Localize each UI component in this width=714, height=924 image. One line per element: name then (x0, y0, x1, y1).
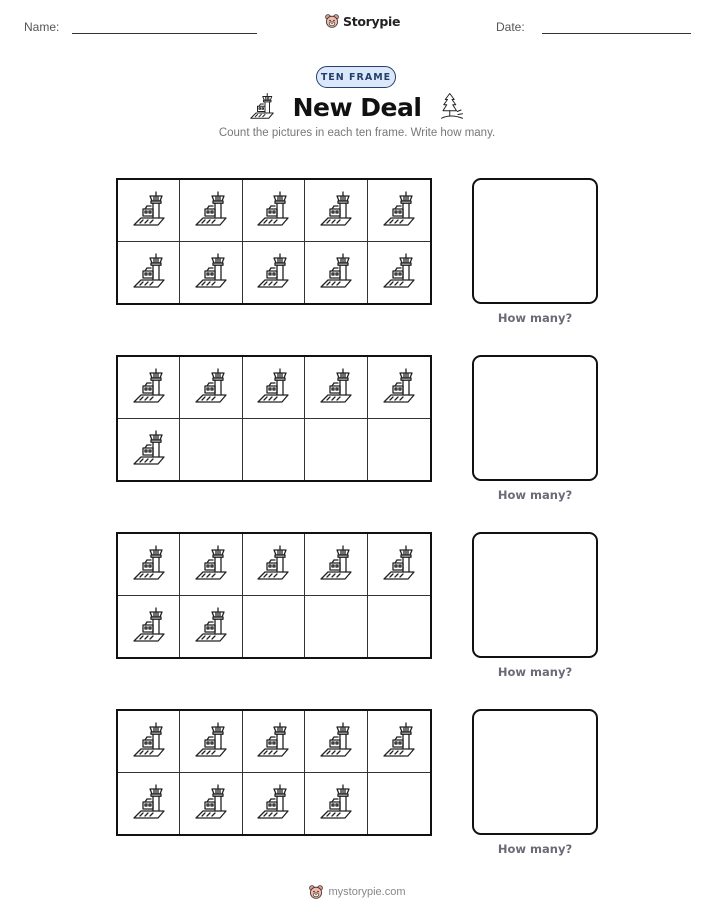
ten-frame-cell (243, 773, 305, 835)
ten-frame-cell (118, 419, 180, 481)
airport-tower-icon (191, 606, 231, 646)
airport-tower-icon (379, 367, 419, 407)
airport-tower-icon (316, 544, 356, 584)
footer-url[interactable]: mystorypie.com (328, 886, 406, 898)
airport-tower-icon (316, 783, 356, 823)
answer-box[interactable] (472, 709, 598, 835)
ten-frame-cell (243, 180, 305, 242)
ten-frame-cell (368, 711, 430, 773)
ten-frame-cell (368, 180, 430, 242)
airport-tower-icon (129, 721, 169, 761)
date-line[interactable] (542, 33, 691, 34)
how-many-label: How many? (497, 488, 573, 502)
ten-frame-cell (118, 357, 180, 419)
page-title: New Deal (292, 92, 422, 122)
answer-box[interactable] (472, 178, 598, 304)
ten-frame-cell (305, 242, 367, 304)
ten-frame-cell (118, 773, 180, 835)
name-line[interactable] (72, 33, 257, 34)
title-row (0, 92, 714, 122)
airport-tower-icon (191, 367, 231, 407)
airport-tower-icon (191, 190, 231, 230)
ten-frame-cell (243, 596, 305, 658)
airport-tower-icon (253, 721, 293, 761)
ten-frame-cell (118, 534, 180, 596)
airport-tower-icon (379, 252, 419, 292)
ten-frame-cell (368, 596, 430, 658)
footer (0, 884, 714, 900)
airport-tower-icon (247, 92, 277, 122)
ten-frame-cell (368, 357, 430, 419)
airport-tower-icon (316, 721, 356, 761)
ten-frame-cell (243, 711, 305, 773)
brand-name: Storypie (343, 13, 401, 29)
ten-frame-cell (305, 773, 367, 835)
airport-tower-icon (253, 252, 293, 292)
ten-frame-cell (180, 711, 242, 773)
ten-frame-cell (305, 357, 367, 419)
ten-frame-cell (368, 242, 430, 304)
ten-frame-cell (180, 596, 242, 658)
ten-frame-cell (243, 534, 305, 596)
how-many-label: How many? (497, 665, 573, 679)
ten-frame-cell (180, 242, 242, 304)
ten-frame-cell (118, 711, 180, 773)
ten-frame-cell (180, 534, 242, 596)
ten-frame-cell (118, 242, 180, 304)
ten-frame-cell (180, 419, 242, 481)
ten-frame (116, 355, 432, 482)
airport-tower-icon (129, 252, 169, 292)
airport-tower-icon (129, 190, 169, 230)
airport-tower-icon (253, 783, 293, 823)
ten-frame-cell (243, 419, 305, 481)
answer-box[interactable] (472, 532, 598, 658)
airport-tower-icon (129, 544, 169, 584)
airport-tower-icon (191, 721, 231, 761)
bear-logo-icon (308, 884, 324, 900)
airport-tower-icon (253, 367, 293, 407)
name-label: Name: (24, 20, 60, 34)
ten-frame-cell (243, 242, 305, 304)
airport-tower-icon (129, 429, 169, 469)
airport-tower-icon (316, 252, 356, 292)
airport-tower-icon (129, 783, 169, 823)
airport-tower-icon (191, 544, 231, 584)
ten-frame (116, 532, 432, 659)
how-many-label: How many? (497, 842, 573, 856)
ten-frame-cell (118, 180, 180, 242)
bear-logo-icon (324, 13, 340, 29)
airport-tower-icon (379, 721, 419, 761)
airport-tower-icon (253, 544, 293, 584)
ten-frame-cell (243, 357, 305, 419)
ten-frame-cell (305, 711, 367, 773)
date-label: Date: (496, 20, 525, 34)
ten-frame-cell (368, 419, 430, 481)
how-many-label: How many? (497, 311, 573, 325)
ten-frame (116, 709, 432, 836)
ten-frame-cell (368, 773, 430, 835)
airport-tower-icon (316, 190, 356, 230)
worksheet-type-badge: TEN FRAME (316, 66, 396, 88)
airport-tower-icon (379, 190, 419, 230)
airport-tower-icon (316, 367, 356, 407)
ten-frame-cell (305, 534, 367, 596)
ten-frame (116, 178, 432, 305)
brand (324, 13, 400, 29)
pine-tree-icon (437, 92, 467, 122)
ten-frame-cell (305, 180, 367, 242)
ten-frame-cell (305, 596, 367, 658)
ten-frame-cell (180, 773, 242, 835)
airport-tower-icon (129, 606, 169, 646)
airport-tower-icon (253, 190, 293, 230)
airport-tower-icon (129, 367, 169, 407)
airport-tower-icon (191, 783, 231, 823)
ten-frame-cell (368, 534, 430, 596)
airport-tower-icon (379, 544, 419, 584)
ten-frame-cell (305, 419, 367, 481)
answer-box[interactable] (472, 355, 598, 481)
ten-frame-cell (180, 180, 242, 242)
instructions: Count the pictures in each ten frame. Write how many. (218, 127, 496, 139)
ten-frame-cell (180, 357, 242, 419)
airport-tower-icon (191, 252, 231, 292)
ten-frame-cell (118, 596, 180, 658)
